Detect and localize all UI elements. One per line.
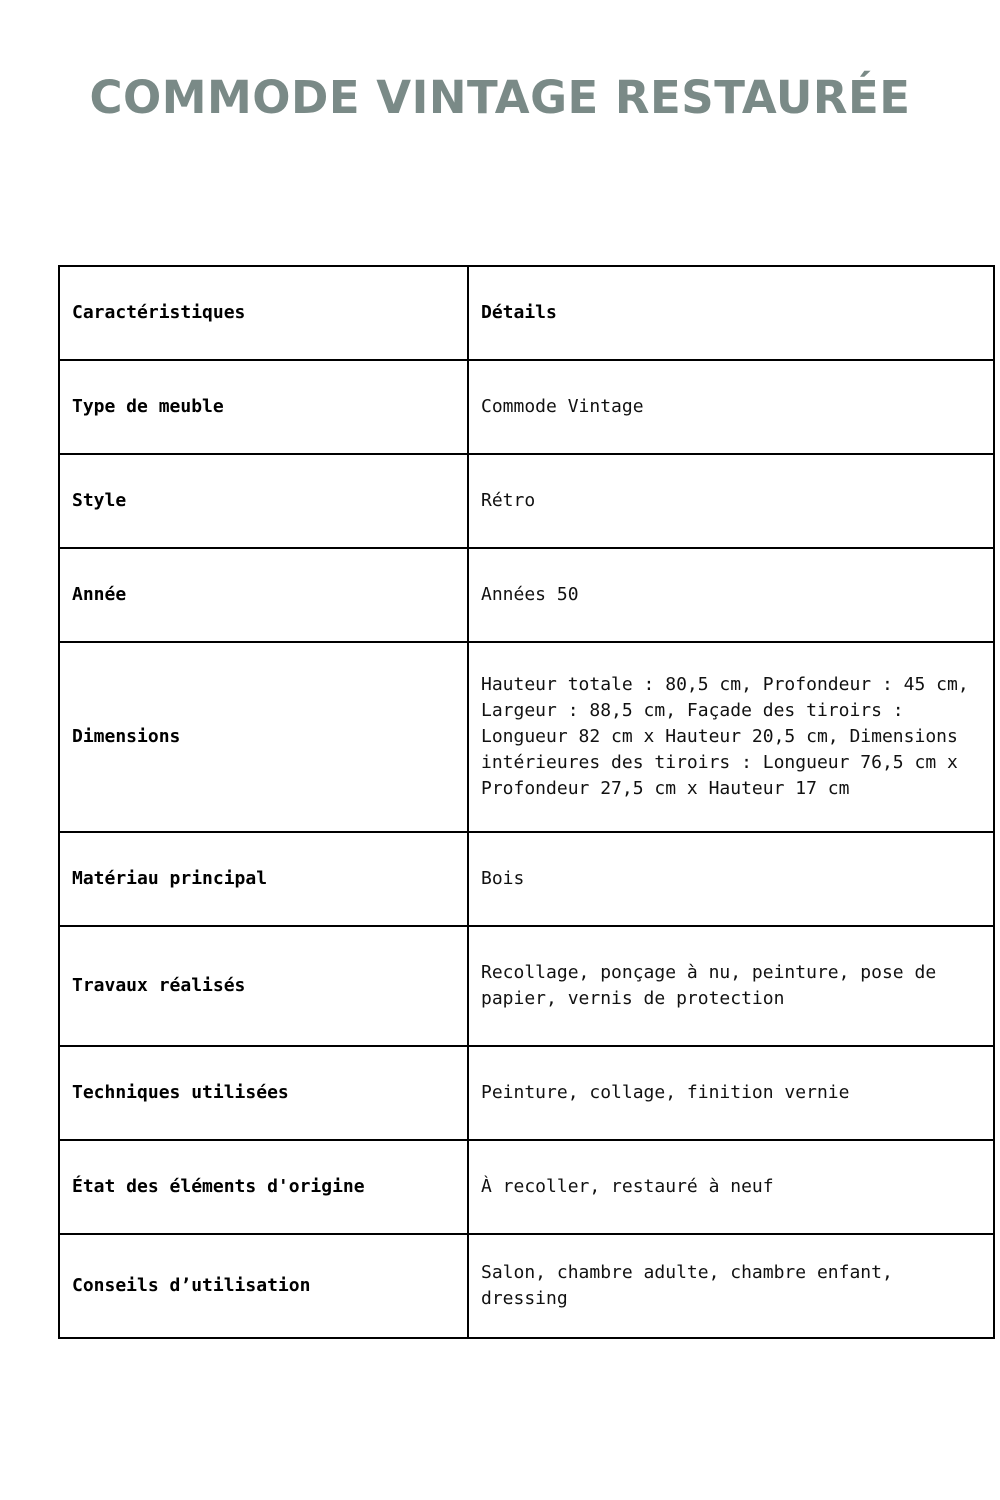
table-row — [59, 832, 994, 926]
row-label: Travaux réalisés — [59, 926, 468, 1046]
row-label: Matériau principal — [59, 832, 468, 926]
header-label: Caractéristiques — [59, 266, 468, 360]
row-value: Bois — [468, 832, 994, 926]
row-value: Salon, chambre adulte, chambre enfant, dressing — [468, 1234, 994, 1338]
row-value: Hauteur totale : 80,5 cm, Profondeur : 45 cm, Largeur : 88,5 cm, Façade des tiroirs : Longueur 82 cm x Hauteur 20,5 cm, Dimensions intérieures des tiroirs : Longueur 76,5 cm x Profondeur 27,5 cm x Hauteur 17 cm — [468, 642, 994, 832]
row-value: Rétro — [468, 454, 994, 548]
table-row — [59, 454, 994, 548]
row-label: État des éléments d'origine — [59, 1140, 468, 1234]
page-title: COMMODE VINTAGE RESTAURÉE — [89, 71, 911, 124]
table-row — [59, 1046, 994, 1140]
table-row — [59, 926, 994, 1046]
row-value: Commode Vintage — [468, 360, 994, 454]
row-value: Peinture, collage, finition vernie — [468, 1046, 994, 1140]
row-label: Style — [59, 454, 468, 548]
table-row — [59, 548, 994, 642]
header-value: Détails — [468, 266, 994, 360]
row-label: Techniques utilisées — [59, 1046, 468, 1140]
row-value: À recoller, restauré à neuf — [468, 1140, 994, 1234]
table-header-row — [59, 266, 994, 360]
row-label: Conseils d’utilisation — [59, 1234, 468, 1338]
row-label: Année — [59, 548, 468, 642]
row-label: Type de meuble — [59, 360, 468, 454]
spec-table — [58, 265, 995, 1339]
row-value: Années 50 — [468, 548, 994, 642]
table-row — [59, 360, 994, 454]
table-row — [59, 1140, 994, 1234]
table-row — [59, 642, 994, 832]
table-row — [59, 1234, 994, 1338]
row-label: Dimensions — [59, 642, 468, 832]
row-value: Recollage, ponçage à nu, peinture, pose de papier, vernis de protection — [468, 926, 994, 1046]
